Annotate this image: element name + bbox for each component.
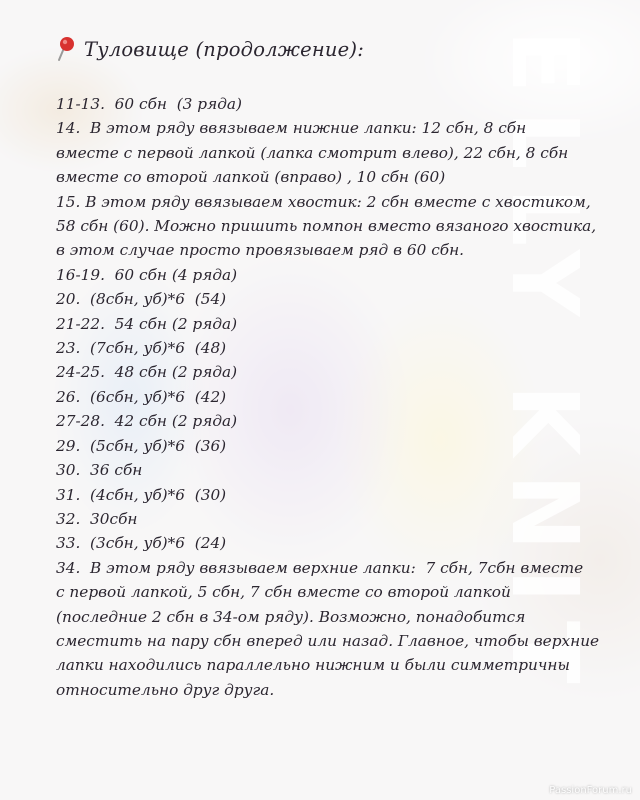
instruction-lines	[56, 92, 626, 702]
instruction-line: относительно друг друга.	[56, 680, 275, 699]
instruction-line: с первой лапкой, 5 сбн, 7 сбн вместе со второй лапкой	[56, 583, 511, 602]
instruction-line: 27-28. 42 сбн (2 ряда)	[56, 412, 238, 431]
instruction-line: 58 сбн (60). Можно пришить помпон вместо вязаного хвостика,	[56, 217, 597, 236]
instruction-line: 29. (5сбн, уб)*6 (36)	[56, 436, 227, 455]
instruction-line: 32. 30сбн	[56, 509, 138, 528]
instruction-line: в этом случае просто провязываем ряд в 60 сбн.	[56, 241, 465, 260]
instruction-line: 20. (8сбн, уб)*6 (54)	[56, 290, 227, 309]
section-title: Туловище (продолжение):	[84, 37, 364, 61]
instruction-line: вместе со второй лапкой (вправо) , 10 сбн (60)	[56, 168, 446, 187]
instruction-line: 33. (3сбн, уб)*6 (24)	[56, 534, 227, 553]
instruction-line: 34. В этом ряду ввязываем верхние лапки: 7 сбн, 7сбн вместе	[56, 558, 584, 577]
instruction-line: 24-25. 48 сбн (2 ряда)	[56, 363, 238, 382]
instruction-line: 31. (4сбн, уб)*6 (30)	[56, 485, 227, 504]
pushpin-icon	[56, 36, 78, 62]
watermark: ELLY KNIT	[491, 30, 598, 702]
instruction-line: 30. 36 сбн	[56, 461, 143, 480]
instruction-line: вместе с первой лапкой (лапка смотрит влево), 22 сбн, 8 сбн	[56, 143, 569, 162]
instruction-line: 21-22. 54 сбн (2 ряда)	[56, 314, 238, 333]
instruction-line: 26. (6сбн, уб)*6 (42)	[56, 387, 227, 406]
site-watermark: PassionForum.ru	[549, 785, 632, 796]
section-heading	[56, 36, 626, 62]
instruction-line: 11-13. 60 сбн (3 ряда)	[56, 95, 242, 113]
instruction-line: 15. В этом ряду ввязываем хвостик: 2 сбн вместе с хвостиком,	[56, 192, 591, 211]
instruction-line: сместить на пару сбн вперед или назад. Главное, чтобы верхние	[56, 631, 600, 650]
instruction-line: 23. (7сбн, уб)*6 (48)	[56, 339, 227, 358]
pattern-text	[56, 36, 626, 702]
instruction-line: 14. В этом ряду ввязываем нижние лапки: 12 сбн, 8 сбн	[56, 119, 527, 138]
instruction-line: (последние 2 сбн в 34-ом ряду). Возможно, понадобится	[56, 607, 526, 626]
instruction-line: 16-19. 60 сбн (4 ряда)	[56, 265, 238, 284]
instruction-line: лапки находились параллельно нижним и были симметричны	[56, 656, 570, 675]
